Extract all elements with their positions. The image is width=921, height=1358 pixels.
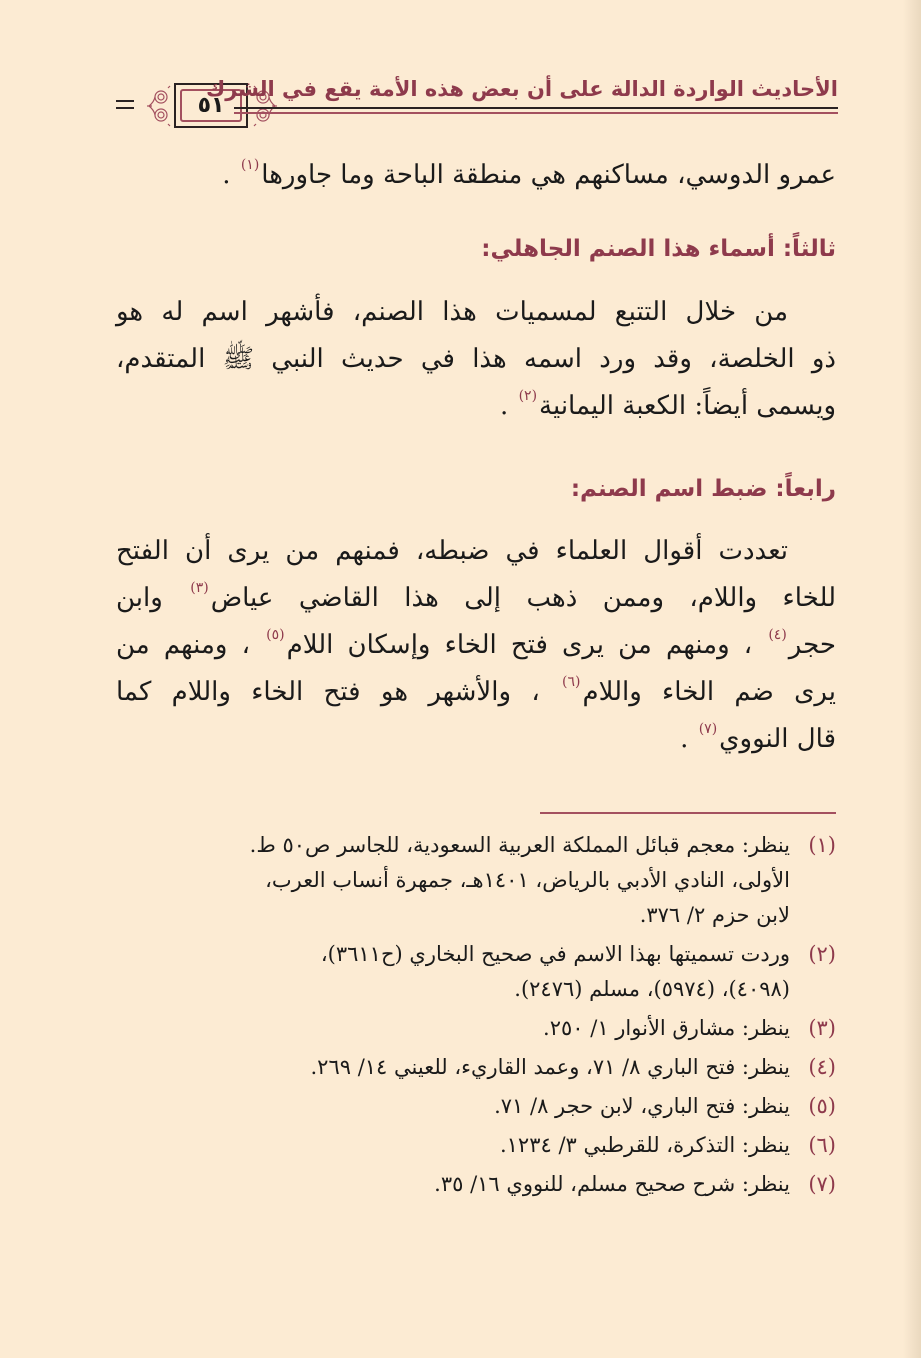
header-rule-accent <box>234 112 838 114</box>
footnote-line: وردت تسميتها بهذا الاسم في صحيح البخاري (ح٣٦١١)، <box>320 942 790 966</box>
footnote-text <box>116 937 790 1007</box>
footnote-number: (٤) <box>808 1055 836 1079</box>
text-line: من خلال التتبع لمسميات هذا الصنم، فأشهر اسم له هو <box>116 297 788 327</box>
paragraph-section-3 <box>116 289 836 430</box>
line-text: ، ومنهم من يرى فتح الخاء وإسكان اللام <box>286 630 767 660</box>
text-line <box>116 152 836 199</box>
running-header-title: الأحاديث الواردة الدالة على أن بعض هذه الأمة يقع في الشرك <box>205 77 838 101</box>
text-line <box>116 622 836 669</box>
footnote-line: ينظر: شرح صحيح مسلم، للنووي ١٦/ ٣٥. <box>434 1172 790 1196</box>
footnote-ref[interactable]: (٥) <box>266 627 285 643</box>
line-text: حجر <box>788 630 836 660</box>
paragraph-intro <box>116 152 836 199</box>
footnote-text <box>116 1050 790 1085</box>
footnote-number: (١) <box>808 833 836 857</box>
footnote-number: (٢) <box>808 942 836 966</box>
footnote-line: ينظر: فتح الباري، لابن حجر ٨/ ٧١. <box>494 1094 790 1118</box>
footnote-5 <box>116 1089 836 1124</box>
footnote-3 <box>116 1011 836 1046</box>
footnote-number: (٥) <box>808 1094 836 1118</box>
line-end: . <box>222 160 239 190</box>
footnote-line: ينظر: معجم قبائل المملكة العربية السعودية، للجاسر ص٥٠ ط. <box>249 833 790 857</box>
line-end: . <box>500 391 517 421</box>
line-text: ويسمى أيضاً: الكعبة اليمانية <box>539 391 836 421</box>
footnote-line: لابن حزم ٢/ ٣٧٦. <box>639 903 790 927</box>
line-end: وابن <box>116 583 189 613</box>
header-double-dash <box>116 100 134 109</box>
line-text: للخاء واللام، وممن ذهب إلى هذا القاضي عياض <box>210 583 836 613</box>
line-text: عمرو الدوسي، مساكنهم هي منطقة الباحة وما جاورها <box>261 160 836 190</box>
footnote-ref[interactable]: (٣) <box>190 580 209 596</box>
line-text: قال النووي <box>719 724 836 754</box>
footnote-text <box>116 828 790 933</box>
section-heading-3: ثالثاً: أسماء هذا الصنم الجاهلي: <box>481 236 836 262</box>
footnote-number: (٧) <box>808 1172 836 1196</box>
running-header <box>112 74 838 134</box>
text-line <box>116 716 836 763</box>
header-rule <box>234 107 838 109</box>
page-edge-shadow <box>903 0 921 1358</box>
text-line <box>116 669 836 716</box>
footnote-line: ينظر: التذكرة، للقرطبي ٣/ ١٢٣٤. <box>499 1133 790 1157</box>
footnote-text <box>116 1011 790 1046</box>
footnote-line: (٤٠٩٨)، (٥٩٧٤)، مسلم (٢٤٧٦). <box>514 977 790 1001</box>
footnote-7 <box>116 1167 836 1202</box>
text-line <box>116 575 836 622</box>
floral-ornament-icon <box>146 84 172 128</box>
footnote-2 <box>116 937 836 1007</box>
footnote-text <box>116 1167 790 1202</box>
footnotes <box>116 828 836 1206</box>
footnote-line: الأولى، النادي الأدبي بالرياض، ١٤٠١هـ، جمهرة أنساب العرب، <box>265 868 790 892</box>
footnote-6 <box>116 1128 836 1163</box>
line-end: ، ومنهم من <box>116 630 265 660</box>
text-line <box>116 383 836 430</box>
footnote-number: (٣) <box>808 1016 836 1040</box>
footnote-4 <box>116 1050 836 1085</box>
section-heading-4: رابعاً: ضبط اسم الصنم: <box>570 476 836 502</box>
footnote-text <box>116 1128 790 1163</box>
footnote-separator <box>540 812 836 814</box>
footnote-line: ينظر: فتح الباري ٨/ ٧١، وعمد القاريء، للعيني ١٤/ ٢٦٩. <box>310 1055 790 1079</box>
footnote-line: ينظر: مشارق الأنوار ١/ ٢٥٠. <box>543 1016 790 1040</box>
text-line: تعددت أقوال العلماء في ضبطه، فمنهم من يرى أن الفتح <box>116 536 788 566</box>
line-end: ، والأشهر هو فتح الخاء واللام كما <box>116 677 560 707</box>
text-line: ذو الخلصة، وقد ورد اسمه هذا في حديث النبي ﷺ المتقدم، <box>116 344 836 374</box>
line-text: يرى ضم الخاء واللام <box>582 677 837 707</box>
footnote-ref[interactable]: (٢) <box>518 388 538 404</box>
line-end: . <box>680 724 697 754</box>
footnote-ref[interactable]: (٦) <box>562 674 581 690</box>
paragraph-section-4 <box>116 528 836 763</box>
footnote-ref[interactable]: (٧) <box>698 721 718 737</box>
footnote-1 <box>116 828 836 933</box>
footnote-number: (٦) <box>808 1133 836 1157</box>
footnote-text <box>116 1089 790 1124</box>
footnote-ref[interactable]: (١) <box>240 157 260 173</box>
page-number: ٥١ <box>180 89 242 122</box>
footnote-ref[interactable]: (٤) <box>768 627 787 643</box>
